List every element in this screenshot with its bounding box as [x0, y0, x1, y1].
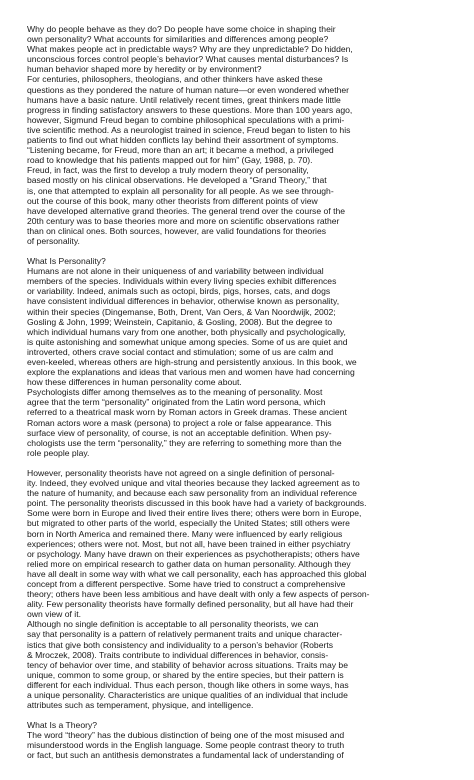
text-line: have all dealt in some way with what we call personality, each has approached this global	[27, 568, 367, 579]
text-line: humans have a basic nature. Until relatively recent times, great thinkers made little	[27, 94, 341, 105]
text-line: relied more on empirical research to gather data on human personality. Although they	[27, 558, 351, 569]
intro-paragraphs	[27, 24, 467, 246]
text-line: For centuries, philosophers, theologians, and other thinkers have asked these	[27, 74, 323, 85]
text-line: Some were born in Europe and lived their entire lives there; others were born in Europe,	[27, 508, 362, 519]
text-line: members of the species. Individuals within every living species exhibit differences	[27, 276, 337, 287]
text-line: The word “theory” has the dubious distinction of being one of the most misused and	[27, 730, 345, 741]
text-line: unique, common to some group, or shared by the entire species, but their pattern is	[27, 669, 344, 680]
text-line: a unique personality. Characteristics are unique qualities of an individual that include	[27, 690, 348, 700]
text-line: theory; others have been less ambitious and have dealt with only a few aspects of person-	[27, 589, 370, 600]
text-line: different for each individual. Thus each person, though like others in some ways, has	[27, 679, 349, 690]
personality-paragraphs-continued	[27, 468, 467, 710]
text-line: even-keeled, whereas others are high-strung and persistently anxious. In this book, we	[27, 357, 357, 367]
text-line: of personality.	[27, 235, 80, 246]
text-line: experiences; others were not. Most, but not all, have been trained in either psychiatry	[27, 538, 351, 549]
text-line: misunderstood words in the English language. Some people contrast theory to truth	[27, 740, 345, 751]
text-line: born in North America and remained there. Many were influenced by early religious	[27, 528, 343, 539]
text-line: ality. Few personality theorists have formally defined personality, but all have had their	[27, 599, 354, 610]
text-line: “Listening became, for Freud, more than an art; it became a method, a privileged	[27, 145, 334, 156]
text-line: or psychology. Many have drawn on their experiences as psychotherapists; others have	[27, 548, 360, 559]
text-line: is, one that attempted to explain all personality for all people. As we see through-	[27, 185, 334, 196]
text-line: unconscious forces control people’s behavior? What causes mental disturbances? Is	[27, 54, 349, 65]
text-line: have consistent individual differences in behavior, otherwise known as personality,	[27, 296, 340, 307]
text-line: progress in finding satisfactory answers to these questions. More than 100 years ago,	[27, 104, 353, 115]
text-line: road to knowledge that his patients mapped out for him” (Gay, 1988, p. 70).	[27, 155, 313, 166]
text-line: within their species (Dingemanse, Both, Drent, Van Oers, & Van Noordwijk, 2002;	[27, 306, 336, 317]
text-line: attributes such as temperament, physique, and intelligence.	[27, 700, 254, 711]
text-line: However, personality theorists have not agreed on a single definition of personal-	[27, 467, 335, 478]
section-gap	[27, 458, 467, 468]
text-line: patients to find out what hidden conflicts lay behind their assortment of symptoms.	[27, 135, 339, 146]
text-line: Freud, in fact, was the first to develop a truly modern theory of personality,	[27, 165, 309, 176]
text-line: is quite astonishing and somewhat unique among species. Some of us are quiet and	[27, 336, 348, 347]
text-line: role people play.	[27, 447, 90, 458]
text-line: own view of it.	[27, 609, 81, 620]
section-heading-theory: What Is a Theory?	[27, 720, 98, 731]
text-line: ity. Indeed, they evolved unique and vital theories because they lacked agreement as to	[27, 478, 360, 489]
text-line: Humans are not alone in their uniqueness of and variability between individual	[27, 266, 324, 277]
text-line: but migrated to other parts of the world, especially the United States; still others were	[27, 518, 350, 529]
text-line: than on clinical ones. Both sources, however, are valid foundations for theories	[27, 225, 327, 236]
text-line: point. The personality theorists discussed in this book have had a variety of backgrounds.	[27, 498, 367, 509]
text-line: own personality? What accounts for similarities and differences among people?	[27, 34, 329, 45]
text-line: introverted, others crave social contact and stimulation; some of us are calm and	[27, 346, 334, 357]
text-line: Roman actors wore a mask (persona) to project a role or false appearance. This	[27, 417, 332, 428]
text-line: explore the explanations and ideas that various men and women have had concerning	[27, 367, 355, 378]
text-line: say that personality is a pattern of relatively permanent traits and unique character-	[27, 629, 343, 640]
text-line: tive scientific method. As a neurologist trained in science, Freud began to listen to his	[27, 124, 351, 135]
text-line: What makes people act in predictable ways? Why are they unpredictable? Do hidden,	[27, 44, 353, 55]
text-line: & Mroczek, 2008). Traits contribute to individual differences in behavior, consis-	[27, 649, 329, 660]
section-heading-personality: What Is Personality?	[27, 256, 106, 267]
text-line: tency of behavior over time, and stability of behavior across situations. Traits may be	[27, 659, 348, 670]
text-line: 20th century was to base theories more and more on scientific observations rather	[27, 215, 340, 226]
section-gap	[27, 246, 467, 256]
text-line: have developed alternative grand theories. The general trend over the course of the	[27, 205, 346, 216]
text-line: which individual humans vary from one another, both physically and psychologically,	[27, 326, 346, 337]
text-line: the nature of humanity, and because each saw personality from an individual reference	[27, 488, 357, 499]
section-gap	[27, 710, 467, 720]
text-line: based mostly on his clinical observations. He developed a “Grand Theory,” that	[27, 175, 327, 186]
text-line: Gosling & John, 1999; Weinstein, Capitanio, & Gosling, 2008). But the degree to	[27, 316, 333, 327]
personality-paragraphs	[27, 266, 467, 458]
text-line: istics that give both consistency and individuality to a person’s behavior (Roberts	[27, 639, 334, 650]
text-line: Although no single definition is acceptable to all personality theorists, we can	[27, 619, 319, 630]
text-line: or variability. Indeed, animals such as octopi, birds, pigs, horses, cats, and dogs	[27, 286, 331, 297]
theory-paragraphs	[27, 730, 467, 760]
text-line: however, Sigmund Freud began to combine philosophical speculations with a primi-	[27, 114, 345, 125]
text-line: Why do people behave as they do? Do people have some choice in shaping their	[27, 24, 336, 34]
text-line: chologists use the term “personality,” they are referring to something more than the	[27, 437, 342, 448]
text-line: questions as they pondered the nature of human nature—or even wondered whether	[27, 84, 350, 95]
text-line: how these differences in human personality come about.	[27, 377, 242, 388]
text-line: human behavior shaped more by heredity or by environment?	[27, 64, 262, 75]
document-page	[27, 24, 467, 761]
text-line: concept from a different perspective. Some have tried to construct a comprehensive	[27, 578, 346, 589]
text-line: surface view of personality, of course, is not an acceptable definition. When psy-	[27, 427, 332, 438]
text-line: referred to a theatrical mask worn by Roman actors in Greek dramas. These ancient	[27, 407, 347, 418]
text-line: or fact, but such an antithesis demonstrates a fundamental lack of understanding of	[27, 750, 344, 761]
text-line: out the course of this book, many other theorists from different points of view	[27, 195, 318, 206]
text-line: agree that the term “personality” originated from the Latin word persona, which	[27, 397, 326, 408]
text-line: Psychologists differ among themselves as to the meaning of personality. Most	[27, 387, 323, 398]
